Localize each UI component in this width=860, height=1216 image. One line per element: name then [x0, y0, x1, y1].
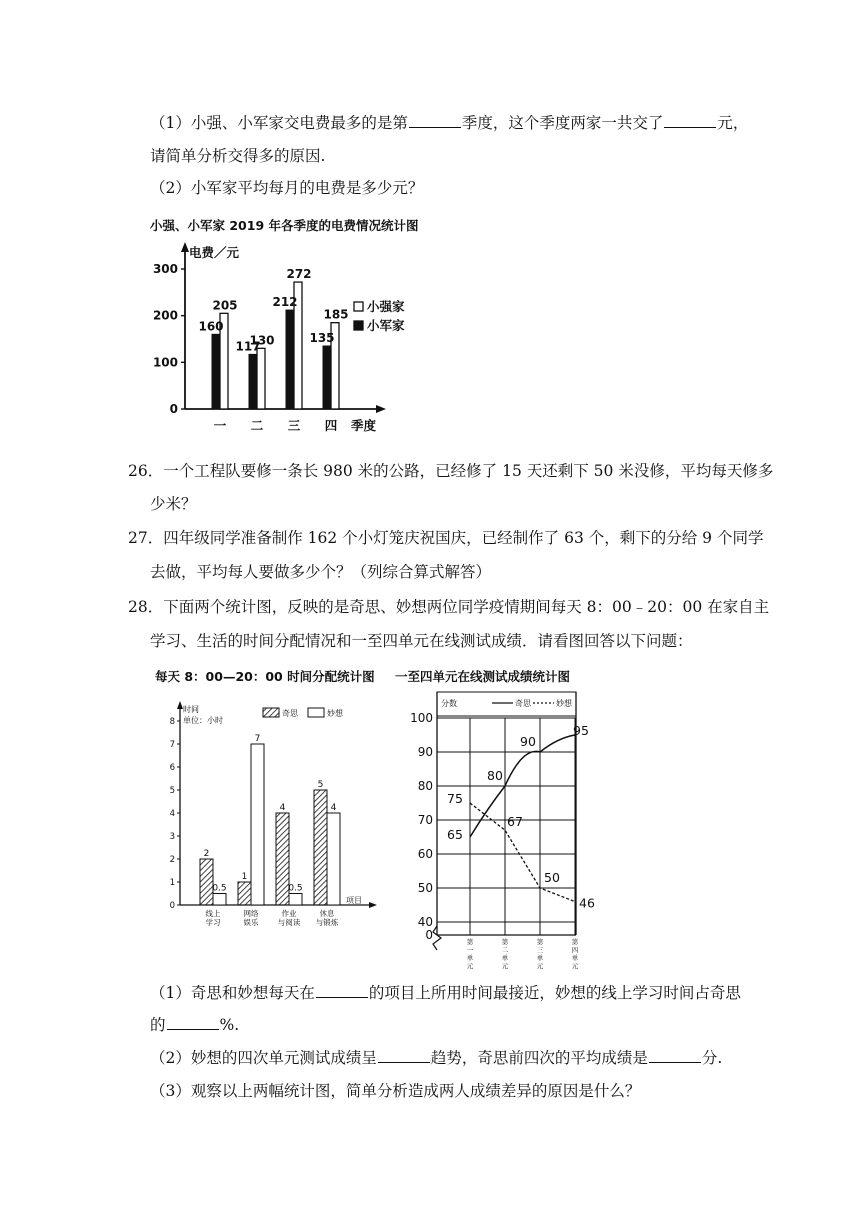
category-label: 二	[250, 418, 264, 433]
category-label: 第	[536, 938, 544, 946]
category-label: 二	[501, 946, 509, 954]
bar-妙想	[251, 744, 264, 905]
q26-line1: 26．一个工程队要修一条长 980 米的公路，已经修了 15 天还剩下 50 米没修，平均每天修多	[128, 462, 774, 480]
bar-小军家	[212, 334, 220, 409]
y-tick-label: 7	[169, 740, 175, 750]
data-label: 4	[330, 803, 337, 813]
data-label: 4	[279, 803, 286, 813]
legend-label: 奇思	[282, 709, 298, 718]
answer-blank[interactable]	[664, 111, 716, 128]
bar-奇思	[276, 813, 289, 905]
y-tick-label: 100	[152, 355, 178, 370]
data-label: 185	[323, 307, 349, 322]
q28-part1-line	[150, 981, 741, 1004]
category-label: 元	[501, 962, 509, 970]
data-label: 117	[235, 339, 261, 354]
y-tick-label: 5	[169, 786, 175, 796]
y-tick-label: 40	[417, 915, 433, 929]
category-label: 三	[536, 946, 544, 954]
q25-part1-line	[150, 111, 748, 134]
y-tick-label: 2	[169, 855, 175, 865]
category-label: 单	[501, 954, 509, 962]
electricity-bar-chart	[145, 212, 445, 437]
category-label: 第	[466, 938, 474, 946]
category-label: 网络	[243, 909, 259, 918]
y-axis-unit: 单位：小时	[183, 716, 223, 725]
q25-part1-text-c: 元，	[717, 114, 749, 132]
bar-妙想	[289, 894, 302, 906]
legend-swatch	[308, 708, 324, 717]
y-axis-label: 电费／元	[189, 245, 240, 260]
q28-part1-text-a: （1）奇思和妙想每天在	[150, 984, 315, 1002]
category-label: 与锻炼	[315, 918, 339, 927]
data-label: 67	[507, 814, 523, 830]
x-axis-arrow	[369, 902, 377, 908]
data-label: 0.5	[212, 883, 227, 894]
q28-line2: 学习、生活的时间分配情况和一至四单元在线测试成绩．请看图回答以下问题：	[150, 632, 693, 650]
bar-小军家	[323, 346, 331, 409]
data-label: 46	[579, 895, 595, 911]
data-label: 7	[254, 734, 261, 744]
y-tick-label: 100	[410, 711, 433, 725]
data-label: 160	[198, 319, 224, 334]
bar-小强家	[257, 348, 265, 409]
y-tick-label: 300	[152, 262, 178, 276]
y-tick-label: 70	[417, 813, 433, 827]
q28-part2-text-c: 分.	[701, 1049, 723, 1067]
q28-part3-line: （3）观察以上两幅统计图，简单分析造成两人成绩差异的原因是什么？	[150, 1082, 641, 1100]
data-label: 1	[241, 872, 248, 882]
legend-swatch	[354, 321, 363, 330]
q26-line2: 少米？	[150, 495, 197, 513]
y-tick-label: 200	[152, 308, 178, 323]
data-label: 65	[447, 827, 463, 842]
category-label: 娱乐	[243, 918, 259, 927]
data-label: 272	[286, 267, 312, 282]
data-label: 205	[212, 298, 238, 313]
legend-swatch	[263, 708, 279, 717]
q25-part2-line: （2）小军家平均每月的电费是多少元？	[150, 179, 424, 197]
category-label: 作业	[281, 909, 297, 918]
legend-label: 小军家	[367, 318, 405, 333]
answer-blank[interactable]	[167, 1013, 219, 1030]
test-score-line-chart	[390, 665, 620, 970]
category-label: 与阅读	[277, 918, 301, 927]
q28-part1-text-c: 的	[150, 1016, 166, 1034]
category-label: 单	[571, 954, 579, 962]
data-label: 80	[487, 768, 503, 783]
bar-奇思	[314, 790, 327, 905]
answer-blank[interactable]	[409, 111, 461, 128]
data-label: 5	[317, 780, 324, 790]
y-tick-label: 8	[169, 717, 175, 727]
category-label: 第	[501, 938, 509, 946]
q28-line1: 28．下面两个统计图，反映的是奇思、妙想两位同学疫情期间每天 8：00﹣20：00 在家自主	[128, 598, 770, 616]
y-tick-label: 60	[417, 847, 433, 861]
bar-奇思	[200, 859, 213, 905]
y-tick-label: 0	[169, 901, 175, 911]
time-allocation-bar-chart	[145, 665, 385, 945]
y-tick-label: 1	[169, 878, 175, 888]
y-tick-label: 4	[169, 809, 175, 819]
category-label: 一	[213, 418, 227, 433]
chart-title: 每天 8：00—20：00 时间分配统计图	[155, 669, 375, 684]
y-axis-label: 分数	[441, 699, 457, 708]
bar-妙想	[327, 813, 340, 905]
y-tick-label: 50	[417, 881, 433, 895]
q25-part1-text-a: （1）小强、小军家交电费最多的是第	[150, 114, 408, 132]
category-label: 一	[466, 946, 474, 954]
data-label: 212	[272, 295, 298, 310]
answer-blank[interactable]	[316, 981, 368, 998]
category-label: 休息	[319, 909, 335, 918]
answer-blank[interactable]	[378, 1046, 430, 1063]
y-axis-label: 时间	[183, 705, 199, 714]
y-tick-label: 3	[169, 832, 175, 842]
category-label: 三	[287, 418, 301, 433]
category-label: 元	[466, 962, 474, 970]
q27-line1: 27．四年级同学准备制作 162 个小灯笼庆祝国庆，已经制作了 63 个，剩下的分给 9 个同学	[128, 529, 764, 547]
category-label: 单	[466, 954, 474, 962]
legend-label: 奇思	[515, 699, 531, 708]
category-label: 线上	[205, 909, 221, 918]
data-label: 130	[249, 333, 275, 348]
data-label: 2	[203, 849, 210, 859]
data-label: 50	[544, 870, 560, 885]
bar-妙想	[213, 894, 226, 906]
q28-part2-text-a: （2）妙想的四次单元测试成绩呈	[150, 1049, 377, 1067]
data-label: 90	[520, 734, 536, 749]
q25-part1-line2: 请简单分析交得多的原因.	[150, 147, 326, 165]
x-axis-label: 项目	[346, 896, 362, 905]
q27-line2: 去做，平均每人要做多少个？（列综合算式解答）	[150, 563, 492, 581]
data-label: 95	[573, 723, 589, 738]
bar-小军家	[286, 310, 294, 409]
legend-swatch	[354, 302, 363, 311]
y-tick-label: 80	[417, 779, 433, 793]
chart-title: 小强、小军家 2019 年各季度的电费情况统计图	[150, 218, 419, 233]
bar-小军家	[249, 354, 257, 409]
q28-part2-text-b: 趋势，奇思前四次的平均成绩是	[430, 1049, 648, 1067]
q28-part1-line2	[150, 1013, 239, 1036]
category-label: 单	[536, 954, 544, 962]
legend-label: 妙想	[327, 709, 343, 718]
answer-blank[interactable]	[649, 1046, 701, 1063]
x-axis-arrow	[376, 405, 386, 413]
y-axis-arrow	[181, 242, 189, 252]
q28-part2-line	[150, 1046, 722, 1069]
y-tick-label: 6	[169, 763, 175, 773]
y-tick-label: 0	[425, 928, 433, 942]
data-label: 0.5	[288, 883, 303, 894]
category-label: 元	[536, 962, 544, 970]
q28-part1-text-d: %.	[219, 1016, 240, 1034]
q25-part1-text-b: 季度，这个季度两家一共交了	[461, 114, 664, 132]
x-axis-label: 季度	[351, 418, 377, 433]
legend-label: 小强家	[367, 299, 405, 314]
category-label: 元	[571, 962, 579, 970]
data-label: 135	[309, 331, 335, 345]
category-label: 第	[571, 938, 579, 946]
y-tick-label: 0	[169, 402, 178, 416]
q28-part1-text-b: 的项目上所用时间最接近，妙想的线上学习时间占奇思	[368, 984, 741, 1002]
bar-奇思	[238, 882, 251, 905]
category-label: 四	[324, 418, 338, 433]
legend-label: 妙想	[556, 699, 572, 708]
y-tick-label: 90	[417, 745, 433, 759]
data-label: 75	[447, 791, 463, 806]
chart-title: 一至四单元在线测试成绩统计图	[395, 669, 571, 684]
category-label: 学习	[205, 918, 221, 927]
category-label: 四	[571, 946, 579, 954]
